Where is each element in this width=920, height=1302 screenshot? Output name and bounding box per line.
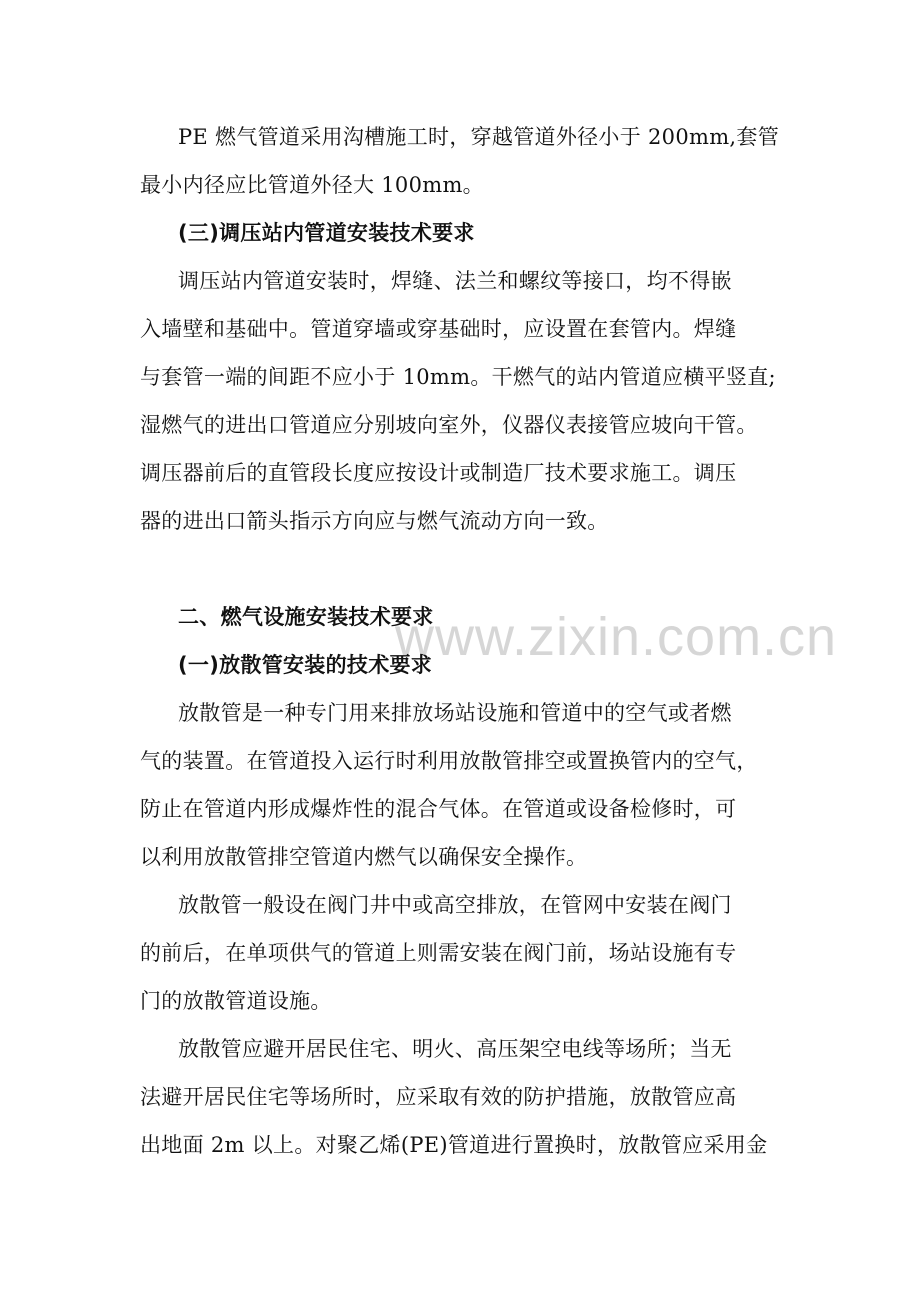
paragraph-5-line-3: 出地面 2m 以上。对聚乙烯(PE)管道进行置换时，放散管应采用金	[140, 1133, 768, 1157]
paragraph-3-line-1: 放散管是一种专门用来排放场站设施和管道中的空气或者燃	[178, 701, 732, 725]
paragraph-1-line-1: PE 燃气管道采用沟槽施工时，穿越管道外径小于 200mm,套管	[178, 125, 779, 149]
paragraph-4-line-3: 门的放散管道设施。	[140, 989, 332, 1013]
paragraph-5-line-2: 法避开居民住宅等场所时，应采取有效的防护措施，放散管应高	[140, 1085, 737, 1109]
paragraph-3-line-3: 防止在管道内形成爆炸性的混合气体。在管道或设备检修时，可	[140, 797, 737, 821]
paragraph-2-line-2: 入墙壁和基础中。管道穿墙或穿基础时，应设置在套管内。焊缝	[140, 317, 737, 341]
paragraph-4-line-1: 放散管一般设在阀门井中或高空排放，在管网中安装在阀门	[178, 893, 732, 917]
paragraph-2-line-4: 湿燃气的进出口管道应分别坡向室外，仪器仪表接管应坡向干管。	[140, 413, 758, 437]
section-heading-1: (一)放散管安装的技术要求	[178, 653, 433, 677]
paragraph-5-line-1: 放散管应避开居民住宅、明火、高压架空电线等场所；当无	[178, 1037, 732, 1061]
paragraph-2-line-3: 与套管一端的间距不应小于 10mm。干燃气的站内管道应横平竖直;	[140, 365, 776, 389]
watermark: www.zixin.com.cn	[395, 607, 838, 667]
paragraph-2-line-6: 器的进出口箭头指示方向应与燃气流动方向一致。	[140, 509, 609, 533]
paragraph-2-line-1: 调压站内管道安装时，焊缝、法兰和螺纹等接口，均不得嵌	[178, 269, 732, 293]
section-heading-3: (三)调压站内管道安装技术要求	[178, 221, 475, 245]
chapter-heading-2: 二、燃气设施安装技术要求	[178, 605, 434, 629]
paragraph-3-line-2: 气的装置。在管道投入运行时利用放散管排空或置换管内的空气，	[140, 749, 758, 773]
paragraph-1-line-2: 最小内径应比管道外径大 100mm。	[140, 173, 484, 197]
paragraph-2-line-5: 调压器前后的直管段长度应按设计或制造厂技术要求施工。调压	[140, 461, 737, 485]
paragraph-3-line-4: 以利用放散管排空管道内燃气以确保安全操作。	[140, 845, 588, 869]
paragraph-4-line-2: 的前后，在单项供气的管道上则需安装在阀门前，场站设施有专	[140, 941, 737, 965]
